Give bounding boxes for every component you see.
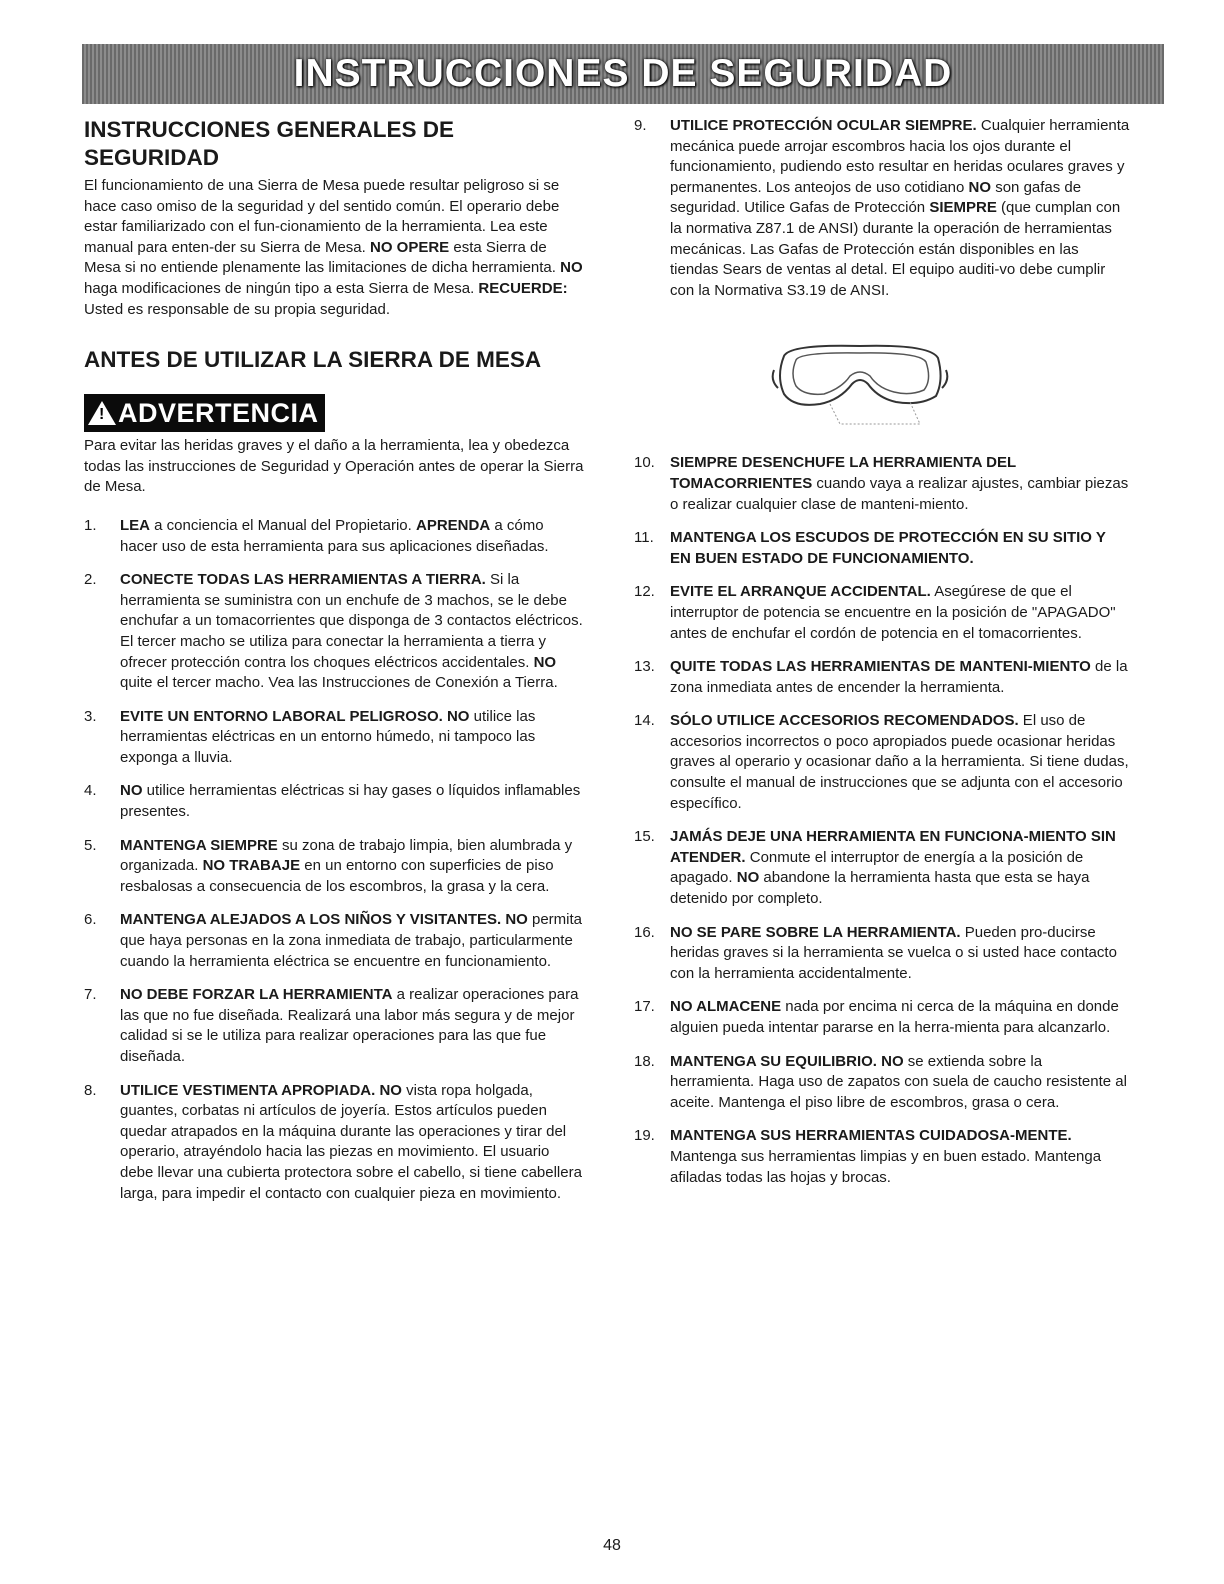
list-item: 2. CONECTE TODAS LAS HERRAMIENTAS A TIERRA. Si la herramienta se suministra con un enchufe de 3 machos, se le debe enchufar a un tomacorrientes que disponga de 3 contactos eléctricos. El tercer macho se utiliza para conectar la herramienta a tierra y ofrecer protección contra los choques eléctricos accidentales. NO quite el tercer macho. Vea las Instrucciones de Conexión a Tierra.: [84, 571, 583, 692]
general-safety-paragraph: El funcionamiento de una Sierra de Mesa puede resultar peligroso si se hace caso omiso de la seguridad y del sentido común. El operario debe estar familiarizado con el fun-cionamiento de la herramienta. Lea este manual para enten-der su Sierra de Mesa. NO OPERE esta Sierra de Mesa si no entiende plenamente las limitaciones de dicha herramienta. NO haga modificaciones de ningún tipo a esta Sierra de Mesa. RECUERDE: Usted es responsable de su propia seguridad.: [84, 177, 583, 318]
warning-text: Para evitar las heridas graves y el daño a la herramienta, lea y obedezca todas las instrucciones de Seguridad y Operación antes de operar la Sierra de Mesa.: [84, 437, 584, 496]
list-item: 9. UTILICE PROTECCIÓN OCULAR SIEMPRE. Cualquier herramienta mecánica puede arrojar escombros hacia los ojos durante el funcionamiento, pudiendo esto resultar en heridas oculares graves y permanentes. Los anteojos de uso cotidiano NO son gafas de seguridad. Utilice Gafas de Protección SIEMPRE (que cumplan con la normativa Z87.1 de ANSI) durante la operación de herramientas mecánicas. Las Gafas de Protección están disponibles en las tiendas Sears de ventas al detal. El equipo auditi-vo debe cumplir con la Normativa S3.19 de ANSI.: [634, 117, 1130, 299]
safety-list-item9: [634, 116, 1130, 301]
safety-list-left: [84, 516, 584, 1204]
list-item: 7. NO DEBE FORZAR LA HERRAMIENTA a realizar operaciones para las que no fue diseñada. Realizará una labor más segura y de mejor calidad si se le utiliza para realizar operaciones para las que fue diseñada.: [84, 986, 579, 1065]
list-item: 17. NO ALMACENE nada por encima ni cerca de la máquina en donde alguien pueda intentar pararse en la herra-mienta para alcanzarlo.: [634, 998, 1119, 1036]
warning-icon: !: [88, 401, 116, 425]
safety-list-right: [634, 453, 1130, 1188]
list-item: 15. JAMÁS DEJE UNA HERRAMIENTA EN FUNCIONA-MIENTO SIN ATENDER. Conmute el interruptor de energía a la posición de apagado. NO abandone la herramienta hasta que esta se haya detenido por completo.: [634, 828, 1116, 908]
list-item: 3. EVITE UN ENTORNO LABORAL PELIGROSO. NO utilice las herramientas eléctricas en un entorno húmedo, ni tampoco las exponga a lluvia.: [84, 707, 536, 766]
warning-badge: [84, 394, 325, 432]
list-item: 12. EVITE EL ARRANQUE ACCIDENTAL. Asegúrese de que el interruptor de potencia se encuentre en la posición de "APAGADO" antes de enchufar el cordón de potencia en el tomacorrientes.: [634, 583, 1116, 642]
page-number: 48: [603, 1537, 621, 1554]
list-item: 10. SIEMPRE DESENCHUFE LA HERRAMIENTA DEL TOMACORRIENTES cuando vaya a realizar ajustes, cambiar piezas o realizar cualquier clase de manteni-miento.: [634, 454, 1129, 513]
list-item: 8. UTILICE VESTIMENTA APROPIADA. NO vista ropa holgada, guantes, corbatas ni artículos de joyería. Estos artículos pueden quedar atrapados en la máquina durante las operaciones y tirar del operario, atrayéndolo hacia las piezas en movimiento. El usuario debe llevar una cubierta protectora sobre el cabello, si tiene cabellera larga, para impedir el contacto con cualquier pieza en movimiento.: [84, 1081, 582, 1202]
list-item: 5. MANTENGA SIEMPRE su zona de trabajo limpia, bien alumbrada y organizada. NO TRABAJE en un entorno con superficies de piso resbalosas a consecuencia de los escombros, la grasa y la cera.: [84, 836, 573, 895]
page-title: INSTRUCCIONES DE SEGURIDAD: [293, 52, 953, 95]
safety-goggles-illustration: [770, 340, 950, 426]
left-column: [84, 116, 584, 1217]
right-column: [634, 116, 1130, 1201]
header-banner: [82, 44, 1164, 104]
before-use-heading: ANTES DE UTILIZAR LA SIERRA DE MESA: [84, 347, 542, 373]
list-item: 11. MANTENGA LOS ESCUDOS DE PROTECCIÓN EN SU SITIO Y EN BUEN ESTADO DE FUNCIONAMIENTO.: [634, 529, 1106, 567]
list-item: 4. NO utilice herramientas eléctricas si hay gases o líquidos inflamables presentes.: [84, 782, 581, 821]
general-safety-heading: INSTRUCCIONES GENERALES DE SEGURIDAD: [84, 117, 455, 170]
list-item: 14. SÓLO UTILICE ACCESORIOS RECOMENDADOS. El uso de accesorios incorrectos o poco apropiados puede ocasionar heridas graves al operario y ocasionar daño a la herramienta. Si tiene dudas, consulte el manual de instrucciones que se adjunta con el accesorio específico.: [634, 712, 1129, 812]
list-item: 19. MANTENGA SUS HERRAMIENTAS CUIDADOSA-MENTE. Mantenga sus herramientas limpias y en buen estado. Mantenga afiladas todas las hojas y brocas.: [634, 1127, 1102, 1186]
list-item: 16. NO SE PARE SOBRE LA HERRAMIENTA. Pueden pro-ducirse heridas graves si la herramienta se vuelca o si usted hace contacto con la herramienta accidentalmente.: [634, 923, 1117, 982]
list-item: 18. MANTENGA SU EQUILIBRIO. NO se extienda sobre la herramienta. Haga uso de zapatos con suela de caucho resistente al aceite. Mantenga el piso libre de escombros, grasa o cera.: [634, 1052, 1127, 1111]
list-item: 6. MANTENGA ALEJADOS A LOS NIÑOS Y VISITANTES. NO permita que haya personas en la zona inmediata de trabajo, particularmente cuando la herramienta eléctrica se encuentre en funcionamiento.: [84, 911, 583, 970]
list-item: 13. QUITE TODAS LAS HERRAMIENTAS DE MANTENI-MIENTO de la zona inmediata antes de encender la herramienta.: [634, 658, 1128, 696]
list-item: 1. LEA a conciencia el Manual del Propietario. APRENDA a cómo hacer uso de esta herramienta para sus aplicaciones diseñadas.: [84, 516, 549, 555]
warning-label: ADVERTENCIA: [118, 397, 319, 428]
